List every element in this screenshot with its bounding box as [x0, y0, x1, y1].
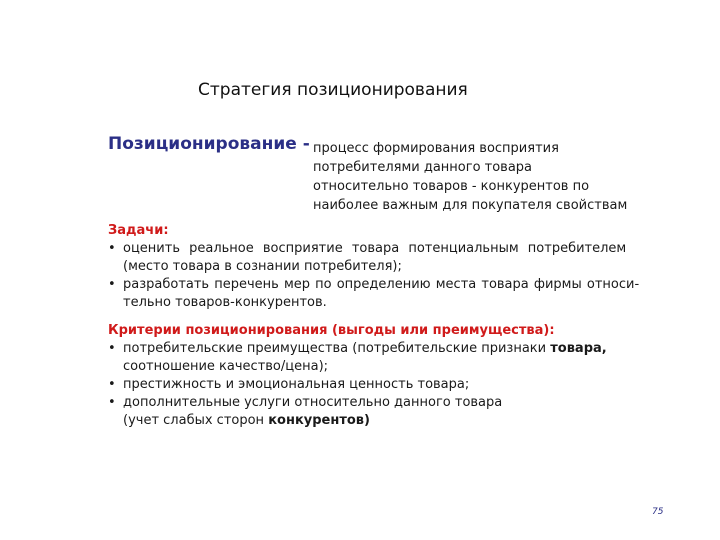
list-item-line: тельно товаров-конкурентов. [123, 295, 327, 310]
tasks-section [108, 222, 640, 312]
tasks-list [108, 240, 640, 312]
criteria-heading: Критерии позиционирования (выгоды или преимущества): [108, 323, 555, 338]
list-item [108, 394, 608, 430]
definition-line: наиболее важным для покупателя свойствам [313, 198, 628, 213]
list-item [108, 340, 608, 376]
list-item [108, 240, 627, 276]
slide-title: Стратегия позиционирования [198, 80, 468, 100]
list-item-line: • дополнительные услуги относительно данного товара [123, 395, 503, 410]
list-item-text: (учет слабых сторон [123, 413, 269, 428]
list-item [108, 376, 608, 394]
criteria-list [108, 340, 608, 430]
definition-term: Позиционирование - [108, 134, 310, 154]
list-item-line: • оценить реальное восприятие товара потенциальным потребителем [123, 241, 627, 256]
list-item-line: (место товара в сознании потребителя); [123, 259, 402, 274]
definition-line: процесс формирования восприятия [313, 141, 559, 156]
list-item-emphasis: товара, [550, 341, 607, 356]
list-item-line: соотношение качество/цена); [123, 359, 329, 374]
list-item-line [123, 340, 608, 358]
list-item-line: • престижность и эмоциональная ценность товара; [123, 377, 470, 392]
list-item-line: • разработать перечень мер по определению места товара фирмы относи- [123, 277, 640, 292]
criteria-section [108, 322, 608, 430]
definition-body [313, 139, 628, 215]
list-item-text: потребительские преимущества (потребительские признаки [123, 341, 551, 356]
list-item-line [123, 412, 608, 430]
page-number: 75 [652, 507, 664, 517]
definition-line: потребителями данного товара [313, 160, 533, 175]
tasks-heading: Задачи: [108, 223, 169, 238]
list-item [108, 276, 640, 312]
definition-line: относительно товаров - конкурентов по [313, 179, 590, 194]
list-item-emphasis: конкурентов) [268, 413, 370, 428]
